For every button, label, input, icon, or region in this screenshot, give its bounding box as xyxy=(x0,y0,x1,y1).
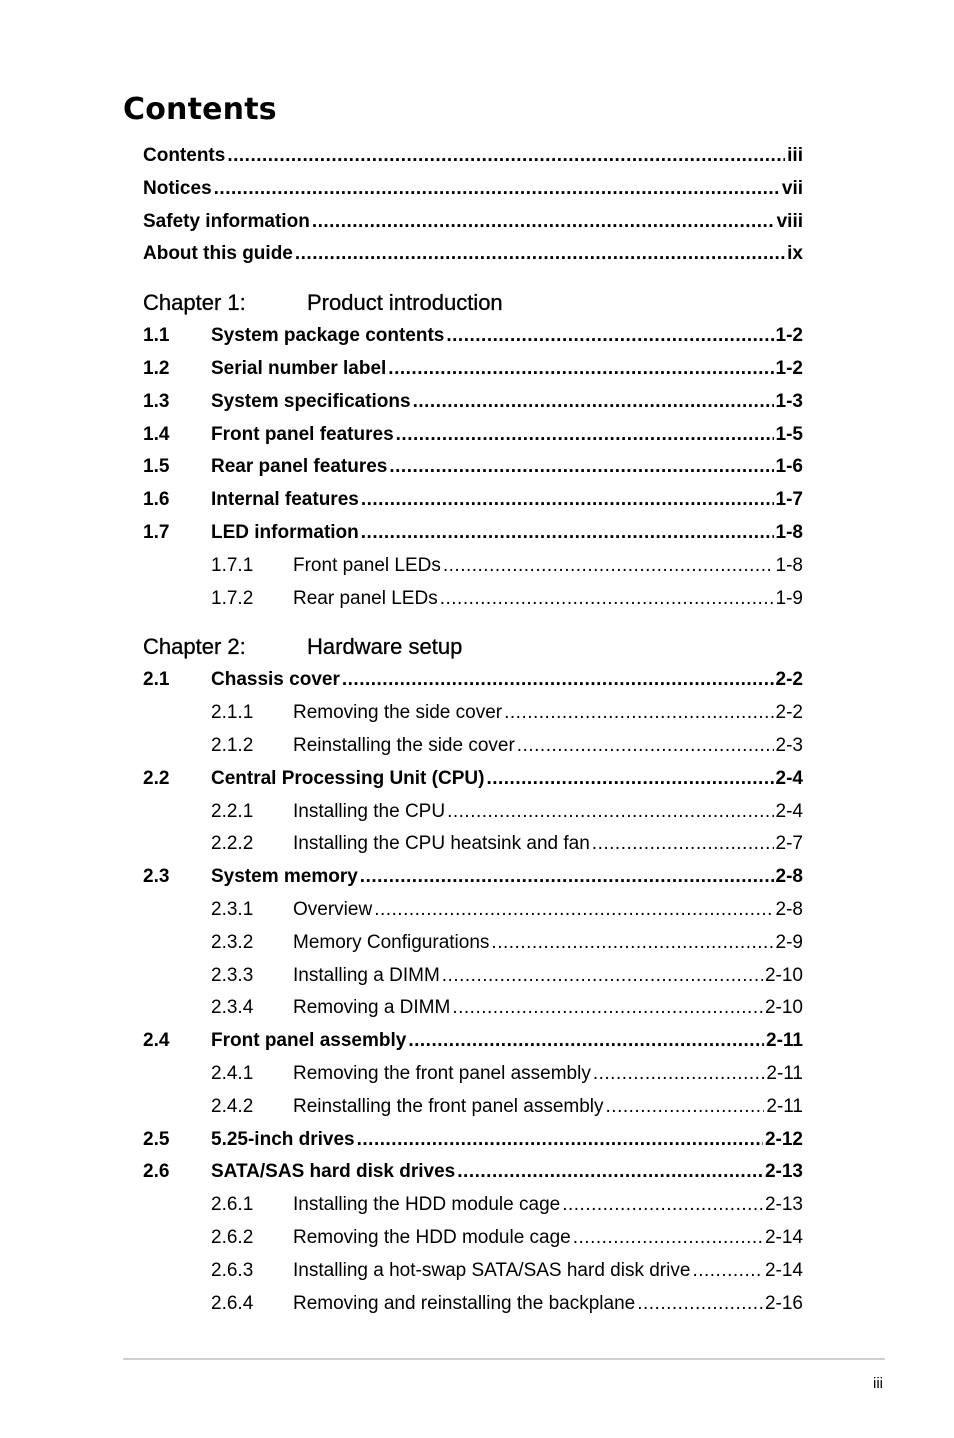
entry-title: Removing the HDD module cage xyxy=(293,1227,571,1248)
entry-number: 2.3.3 xyxy=(211,964,254,986)
dot-leader xyxy=(312,211,775,233)
entry-number: 2.1.2 xyxy=(211,735,254,756)
dot-leader xyxy=(295,243,785,265)
chapter-title: Product introduction xyxy=(307,290,503,316)
toc-subsection-entry[interactable] xyxy=(143,588,803,614)
dot-leader xyxy=(606,1096,765,1118)
toc-subsection-entry[interactable] xyxy=(143,1194,803,1220)
toc-section-entry[interactable] xyxy=(143,424,803,450)
entry-number: 2.1 xyxy=(143,669,170,691)
chapter-heading xyxy=(143,634,462,664)
entry-title: Central Processing Unit (CPU) xyxy=(211,767,485,789)
toc-subsection-entry[interactable] xyxy=(143,801,803,827)
entry-number: 2.6.1 xyxy=(211,1194,254,1216)
dot-leader xyxy=(593,1063,765,1085)
entry-number: 2.2.2 xyxy=(211,833,254,855)
entry-page-number: 1-8 xyxy=(775,554,803,576)
entry-page-number: 2-10 xyxy=(764,997,803,1019)
toc-section-entry[interactable] xyxy=(143,669,803,695)
toc-section-entry[interactable] xyxy=(143,358,803,384)
toc-subsection-entry[interactable] xyxy=(143,965,803,991)
toc-section-entry[interactable] xyxy=(143,1129,803,1155)
entry-page-number: 2-10 xyxy=(764,964,803,986)
entry-number: 2.6.4 xyxy=(211,1292,254,1314)
dot-leader xyxy=(447,801,773,823)
dot-leader xyxy=(374,899,773,921)
chapter-label: Chapter 1: xyxy=(143,290,246,316)
entry-title: Rear panel LEDs xyxy=(293,587,438,609)
dot-leader xyxy=(413,391,774,413)
toc-section-entry[interactable] xyxy=(143,866,803,892)
entry-number: 1.1 xyxy=(143,325,170,347)
entry-title: Removing and reinstalling the backplane xyxy=(293,1292,636,1314)
entry-number: 2.2 xyxy=(143,767,170,789)
dot-leader xyxy=(517,735,774,757)
entry-title: Removing the front panel assembly xyxy=(293,1063,591,1084)
entry-page-number: 1-9 xyxy=(775,587,803,609)
toc-front-entry[interactable] xyxy=(143,178,803,204)
entry-title: Serial number label xyxy=(211,358,387,379)
entry-page-number: 2-11 xyxy=(766,1063,803,1084)
entry-title: Safety information xyxy=(143,210,310,232)
entry-page-number: 2-16 xyxy=(764,1292,803,1314)
entry-page-number: 2-4 xyxy=(775,800,803,822)
dot-leader xyxy=(440,588,774,610)
toc-subsection-entry[interactable] xyxy=(143,932,803,958)
dot-leader xyxy=(562,1194,763,1216)
dot-leader xyxy=(457,1161,763,1183)
entry-number: 2.6 xyxy=(143,1161,170,1183)
entry-number: 2.4.2 xyxy=(211,1095,254,1117)
entry-title: 5.25-inch drives xyxy=(211,1128,355,1150)
toc-section-entry[interactable] xyxy=(143,489,803,515)
entry-title: System specifications xyxy=(211,390,411,412)
dot-leader xyxy=(486,768,773,790)
dot-leader xyxy=(692,1260,763,1282)
footer-divider xyxy=(123,1358,885,1360)
toc-subsection-entry[interactable] xyxy=(143,702,803,728)
toc-subsection-entry[interactable] xyxy=(143,1227,803,1253)
entry-title: Installing the CPU heatsink and fan xyxy=(293,833,590,855)
toc-subsection-entry[interactable] xyxy=(143,1260,803,1286)
entry-title: Installing a hot-swap SATA/SAS hard disk drive xyxy=(293,1259,691,1281)
dot-leader xyxy=(227,145,785,167)
toc-section-entry[interactable] xyxy=(143,522,803,548)
entry-number: 1.2 xyxy=(143,358,170,379)
entry-title: System memory xyxy=(211,866,358,888)
entry-title: Front panel features xyxy=(211,423,394,445)
entry-title: About this guide xyxy=(143,243,293,265)
chapter-title: Hardware setup xyxy=(307,634,463,660)
toc-subsection-entry[interactable] xyxy=(143,997,803,1023)
entry-page-number: 2-9 xyxy=(775,931,803,953)
entry-title: Chassis cover xyxy=(211,669,340,691)
dot-leader xyxy=(592,833,774,855)
entry-page-number: 2-3 xyxy=(775,735,803,756)
entry-number: 2.6.2 xyxy=(211,1227,254,1248)
dot-leader xyxy=(408,1030,764,1052)
toc-subsection-entry[interactable] xyxy=(143,899,803,925)
toc-section-entry[interactable] xyxy=(143,456,803,482)
entry-number: 2.3.4 xyxy=(211,997,254,1019)
entry-page-number: 2-12 xyxy=(764,1128,803,1150)
dot-leader xyxy=(504,702,773,724)
entry-title: SATA/SAS hard disk drives xyxy=(211,1161,456,1183)
entry-number: 2.2.1 xyxy=(211,800,254,822)
entry-number: 2.3.2 xyxy=(211,931,254,953)
dot-leader xyxy=(396,424,774,446)
chapter-label: Chapter 2: xyxy=(143,634,246,660)
entry-page-number: viii xyxy=(776,210,803,232)
entry-number: 2.3.1 xyxy=(211,899,254,920)
entry-number: 1.5 xyxy=(143,456,170,478)
entry-number: 2.4 xyxy=(143,1030,170,1052)
dot-leader xyxy=(360,866,774,888)
entry-page-number: 2-8 xyxy=(775,866,803,888)
entry-number: 2.6.3 xyxy=(211,1259,254,1281)
footer-page-number: iii xyxy=(873,1375,883,1392)
entry-page-number: 1-2 xyxy=(775,325,803,347)
entry-number: 1.6 xyxy=(143,489,170,511)
toc-subsection-entry[interactable] xyxy=(143,1063,803,1089)
toc-section-entry[interactable] xyxy=(143,325,803,351)
entry-title: Installing the CPU xyxy=(293,800,446,822)
entry-page-number: 2-4 xyxy=(775,767,803,789)
entry-number: 2.1.1 xyxy=(211,702,254,724)
toc-front-entry[interactable] xyxy=(143,145,803,171)
toc-section-entry[interactable] xyxy=(143,391,803,417)
dot-leader xyxy=(491,932,773,954)
entry-number: 1.7.1 xyxy=(211,554,254,576)
entry-title: Internal features xyxy=(211,489,359,511)
entry-page-number: 2-13 xyxy=(764,1194,803,1216)
entry-page-number: 1-5 xyxy=(775,423,803,445)
entry-number: 1.7 xyxy=(143,522,170,543)
entry-title: Installing a DIMM xyxy=(293,964,440,986)
entry-title: Reinstalling the side cover xyxy=(293,735,515,756)
entry-page-number: 2-14 xyxy=(764,1227,803,1248)
toc-front-entry[interactable] xyxy=(143,211,803,237)
entry-title: Reinstalling the front panel assembly xyxy=(293,1095,604,1117)
dot-leader xyxy=(446,325,773,347)
entry-title: Notices xyxy=(143,177,212,199)
entry-page-number: 2-2 xyxy=(775,702,803,724)
dot-leader xyxy=(637,1293,763,1315)
entry-number: 1.4 xyxy=(143,423,170,445)
entry-page-number: iii xyxy=(787,145,803,166)
entry-title: Front panel LEDs xyxy=(293,554,441,576)
entry-number: 2.5 xyxy=(143,1128,170,1150)
page-title: Contents xyxy=(123,92,277,127)
dot-leader xyxy=(573,1227,763,1249)
dot-leader xyxy=(357,1129,763,1151)
dot-leader xyxy=(342,669,774,691)
toc-subsection-entry[interactable] xyxy=(143,1096,803,1122)
toc-subsection-entry[interactable] xyxy=(143,833,803,859)
entry-page-number: 2-11 xyxy=(766,1095,803,1117)
entry-page-number: 1-6 xyxy=(775,456,803,478)
entry-number: 1.3 xyxy=(143,390,170,412)
toc-subsection-entry[interactable] xyxy=(143,555,803,581)
entry-page-number: 2-13 xyxy=(764,1161,803,1183)
dot-leader xyxy=(443,555,774,577)
entry-page-number: 2-2 xyxy=(775,669,803,691)
toc-section-entry[interactable] xyxy=(143,1030,803,1056)
toc-subsection-entry[interactable] xyxy=(143,735,803,761)
dot-leader xyxy=(361,522,774,544)
dot-leader xyxy=(389,456,773,478)
entry-title: System package contents xyxy=(211,325,445,347)
entry-title: Front panel assembly xyxy=(211,1030,407,1052)
entry-number: 2.4.1 xyxy=(211,1063,254,1084)
dot-leader xyxy=(442,965,763,987)
entry-page-number: 2-11 xyxy=(766,1030,803,1052)
toc-front-entry[interactable] xyxy=(143,243,803,269)
entry-page-number: 1-8 xyxy=(775,522,803,543)
entry-page-number: 1-7 xyxy=(775,489,803,511)
entry-title: Installing the HDD module cage xyxy=(293,1194,561,1216)
entry-page-number: 2-8 xyxy=(775,899,803,920)
entry-title: Memory Configurations xyxy=(293,931,490,953)
toc-section-entry[interactable] xyxy=(143,1161,803,1187)
entry-page-number: 1-2 xyxy=(775,358,803,379)
entry-page-number: 2-14 xyxy=(764,1259,803,1281)
entry-title: LED information xyxy=(211,522,359,543)
entry-title: Contents xyxy=(143,145,226,166)
entry-title: Removing a DIMM xyxy=(293,997,451,1019)
toc-subsection-entry[interactable] xyxy=(143,1293,803,1319)
entry-page-number: 2-7 xyxy=(775,833,803,855)
entry-title: Rear panel features xyxy=(211,456,388,478)
entry-number: 2.3 xyxy=(143,866,170,888)
toc-section-entry[interactable] xyxy=(143,768,803,794)
dot-leader xyxy=(214,178,780,200)
entry-page-number: 1-3 xyxy=(775,390,803,412)
dot-leader xyxy=(452,997,763,1019)
entry-title: Overview xyxy=(293,899,373,920)
entry-page-number: vii xyxy=(781,177,803,199)
dot-leader xyxy=(361,489,774,511)
entry-number: 1.7.2 xyxy=(211,587,254,609)
entry-page-number: ix xyxy=(787,243,803,265)
chapter-heading xyxy=(143,290,503,320)
dot-leader xyxy=(388,358,773,380)
entry-title: Removing the side cover xyxy=(293,702,503,724)
